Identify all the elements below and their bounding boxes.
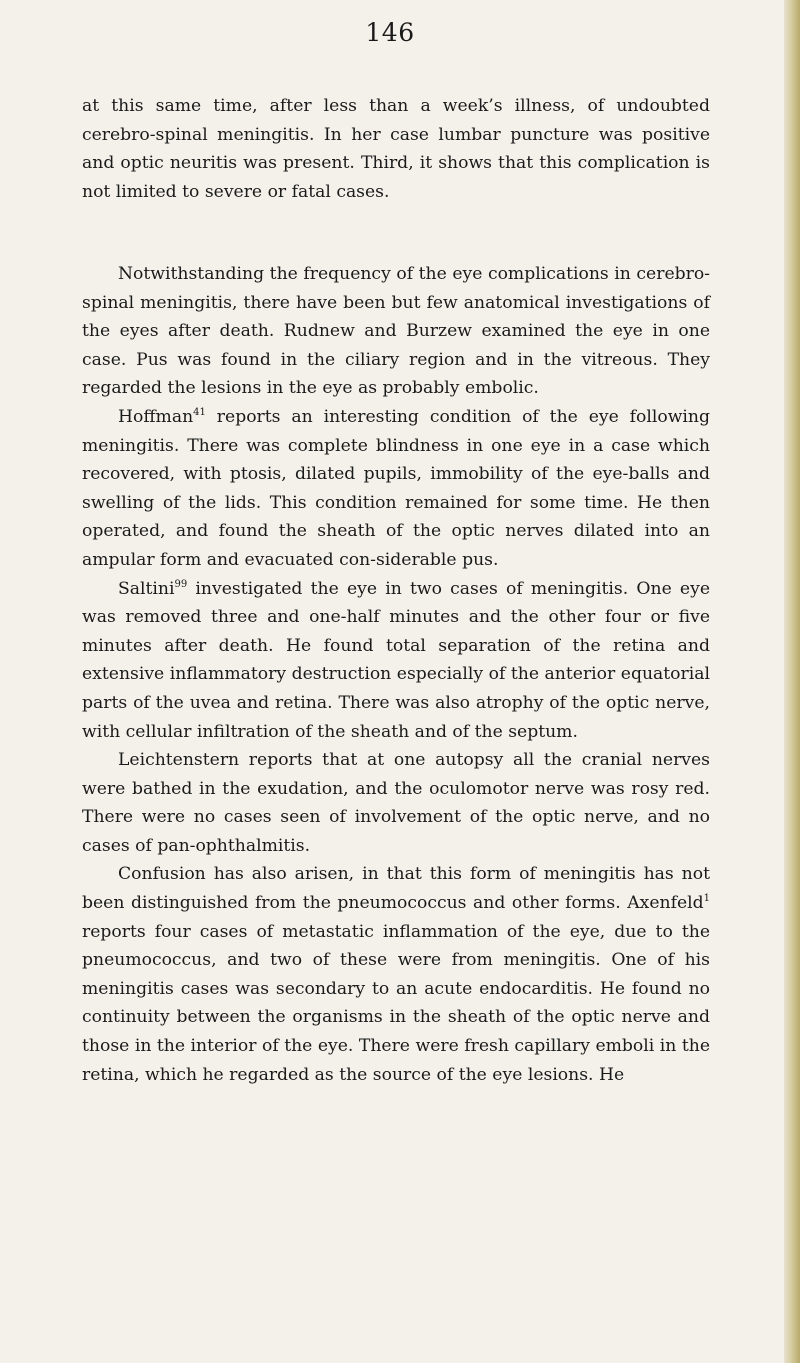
author-name: Hoffman: [118, 406, 194, 427]
paragraph-continuation: at this same time, after less than a week’s illness, of undoubted cerebro-spinal meningitis. In her case lumbar puncture was positive and optic neuritis was present. Third, it shows that this complication is not limited to severe or fatal cases.: [82, 96, 710, 202]
author-name: Axenfeld: [627, 893, 704, 914]
paragraph-leichtenstern: Leichtenstern reports that at one autopsy all the cranial nerves were bathed in the exudation, and the oculomotor nerve was rosy red. There were no cases seen of involvement of the optic nerve, and no cases of pan-ophthalmitis.: [82, 750, 710, 856]
paragraph-text: reports an interesting condition of the eye following meningitis. There was complete blindness in one eye in a case which recovered, with ptosis, dilated pupils, immobility of the eye-balls and swelling of the lids. This condition remained for some time. He then operated, and found the sheath of the optic nerves dilated into an ampular form and evacuated con-siderable pus.: [82, 406, 710, 570]
text-block-top: [82, 92, 710, 206]
reference-number: 1: [703, 893, 710, 905]
paragraph-hoffman: [82, 403, 710, 575]
page-edge: [784, 0, 800, 1363]
paragraph-text: Confusion has also arisen, in that this form of meningitis has not been distinguished from the pneumococcus and other forms.: [82, 864, 710, 914]
page-number: 146: [365, 18, 415, 47]
paragraph-text: reports four cases of metastatic inflammation of the eye, due to the pneumococcus, and two of these were from meningitis. One of his meningitis cases was secondary to an acute endocarditis. He found no continuity between the organisms in the sheath of the optic nerve and those in the interior of the eye. There were fresh capillary emboli in the retina, which he regarded as the source of the eye lesions. He: [82, 921, 710, 1085]
reference-number: 41: [193, 406, 206, 418]
author-name: Saltini: [118, 578, 175, 599]
paragraph-axenfeld: [82, 860, 710, 1089]
paragraph-saltini: [82, 575, 710, 747]
text-block-main: [82, 260, 710, 1089]
paragraph-anatomical-investigations: Notwithstanding the frequency of the eye complications in cerebro-spinal meningitis, there have been but few anatomical investigations of the eyes after death. Rudnew and Burzew examined the eye in one case. Pus was found in the ciliary region and in the vitreous. They regarded the lesions in the eye as probably embolic.: [82, 264, 710, 399]
reference-number: 99: [174, 578, 188, 590]
paragraph-text: investigated the eye in two cases of meningitis. One eye was removed three and one-half minutes and the other four or five minutes after death. He found total separation of the retina and extensive inflammatory destruction especially of the anterior equatorial parts of the uvea and retina. There was also atrophy of the optic nerve, with cellular infiltration of the sheath and of the septum.: [82, 578, 710, 742]
